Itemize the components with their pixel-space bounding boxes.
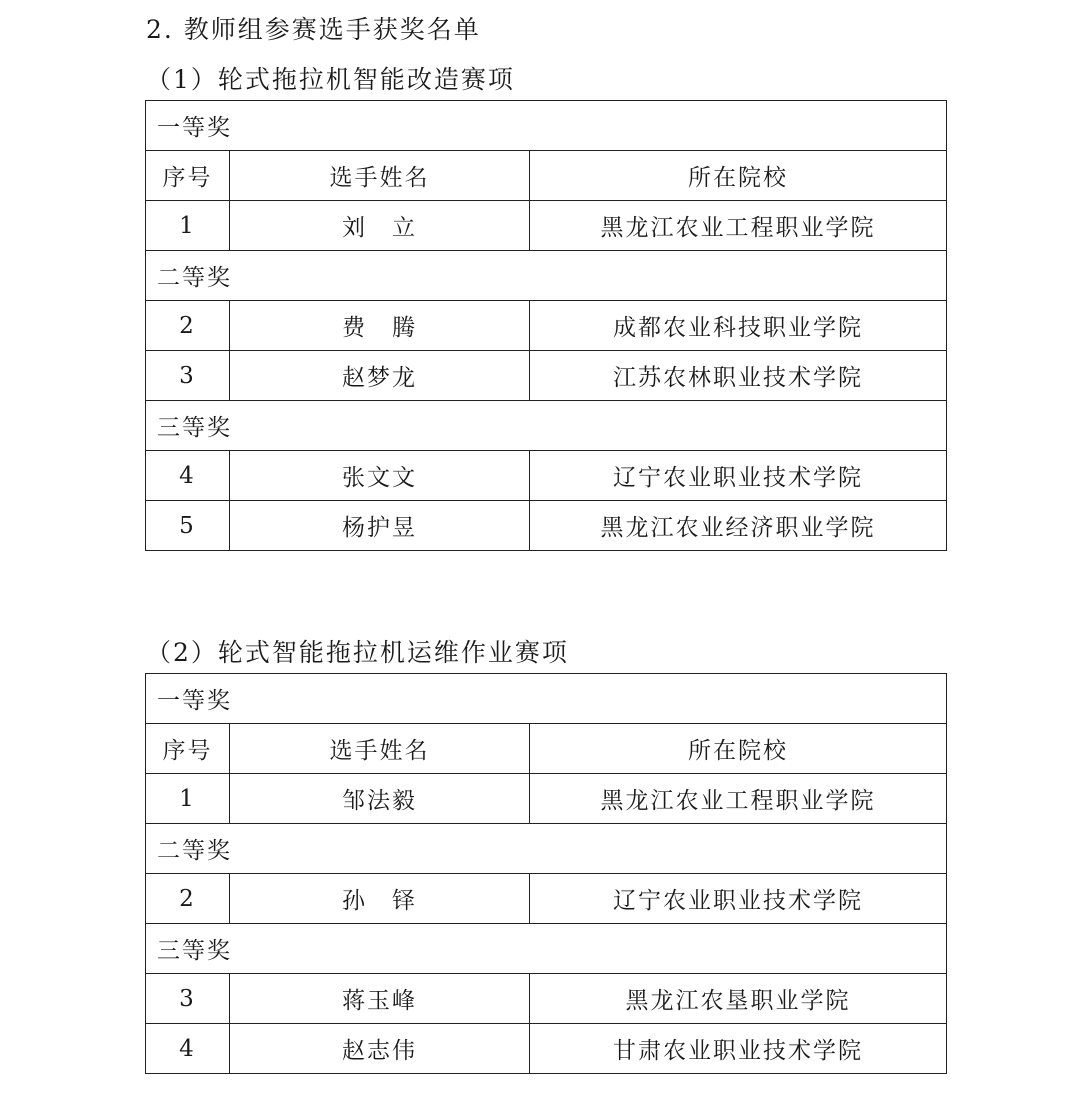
cell-name: 赵梦龙 [230,351,530,401]
second-prize-label: 二等奖 [146,251,947,301]
cell-school: 黑龙江农垦职业学院 [530,974,947,1024]
header-no: 序号 [146,151,230,201]
cell-school: 辽宁农业职业技术学院 [530,874,947,924]
prize-row [146,251,947,301]
section-2-heading: （2）轮式智能拖拉机运维作业赛项 [146,638,569,667]
cell-no: 5 [146,501,230,551]
table-row [146,351,947,401]
prize-row [146,674,947,724]
cell-name: 杨护昱 [230,501,530,551]
cell-school: 辽宁农业职业技术学院 [530,451,947,501]
cell-school: 成都农业科技职业学院 [530,301,947,351]
cell-name: 孙 铎 [230,874,530,924]
cell-no: 1 [146,201,230,251]
cell-school: 甘肃农业职业技术学院 [530,1024,947,1074]
header-no: 序号 [146,724,230,774]
cell-school: 黑龙江农业工程职业学院 [530,774,947,824]
cell-school: 江苏农林职业技术学院 [530,351,947,401]
third-prize-label: 三等奖 [146,924,947,974]
first-prize-label: 一等奖 [146,674,947,724]
table-header-row [146,724,947,774]
cell-no: 1 [146,774,230,824]
cell-name: 赵志伟 [230,1024,530,1074]
cell-no: 3 [146,351,230,401]
cell-no: 2 [146,874,230,924]
prize-row [146,101,947,151]
table-row [146,1024,947,1074]
header-name: 选手姓名 [230,724,530,774]
cell-name: 蒋玉峰 [230,974,530,1024]
cell-school: 黑龙江农业工程职业学院 [530,201,947,251]
cell-name: 邹法毅 [230,774,530,824]
first-prize-label: 一等奖 [146,101,947,151]
cell-name: 刘 立 [230,201,530,251]
cell-name: 张文文 [230,451,530,501]
header-school: 所在院校 [530,724,947,774]
table-row [146,201,947,251]
cell-no: 2 [146,301,230,351]
cell-name: 费 腾 [230,301,530,351]
table-row [146,774,947,824]
table-row [146,451,947,501]
cell-no: 4 [146,451,230,501]
document-heading: 2. 教师组参赛选手获奖名单 [146,15,481,44]
header-school: 所在院校 [530,151,947,201]
table-row [146,874,947,924]
cell-no: 4 [146,1024,230,1074]
award-table-section-2 [145,673,947,1074]
prize-row [146,924,947,974]
prize-row [146,401,947,451]
second-prize-label: 二等奖 [146,824,947,874]
table-row [146,501,947,551]
cell-no: 3 [146,974,230,1024]
section-1-heading: （1）轮式拖拉机智能改造赛项 [146,65,515,94]
cell-school: 黑龙江农业经济职业学院 [530,501,947,551]
table-row [146,301,947,351]
header-name: 选手姓名 [230,151,530,201]
table-header-row [146,151,947,201]
award-table-section-1 [145,100,947,551]
table-row [146,974,947,1024]
third-prize-label: 三等奖 [146,401,947,451]
prize-row [146,824,947,874]
